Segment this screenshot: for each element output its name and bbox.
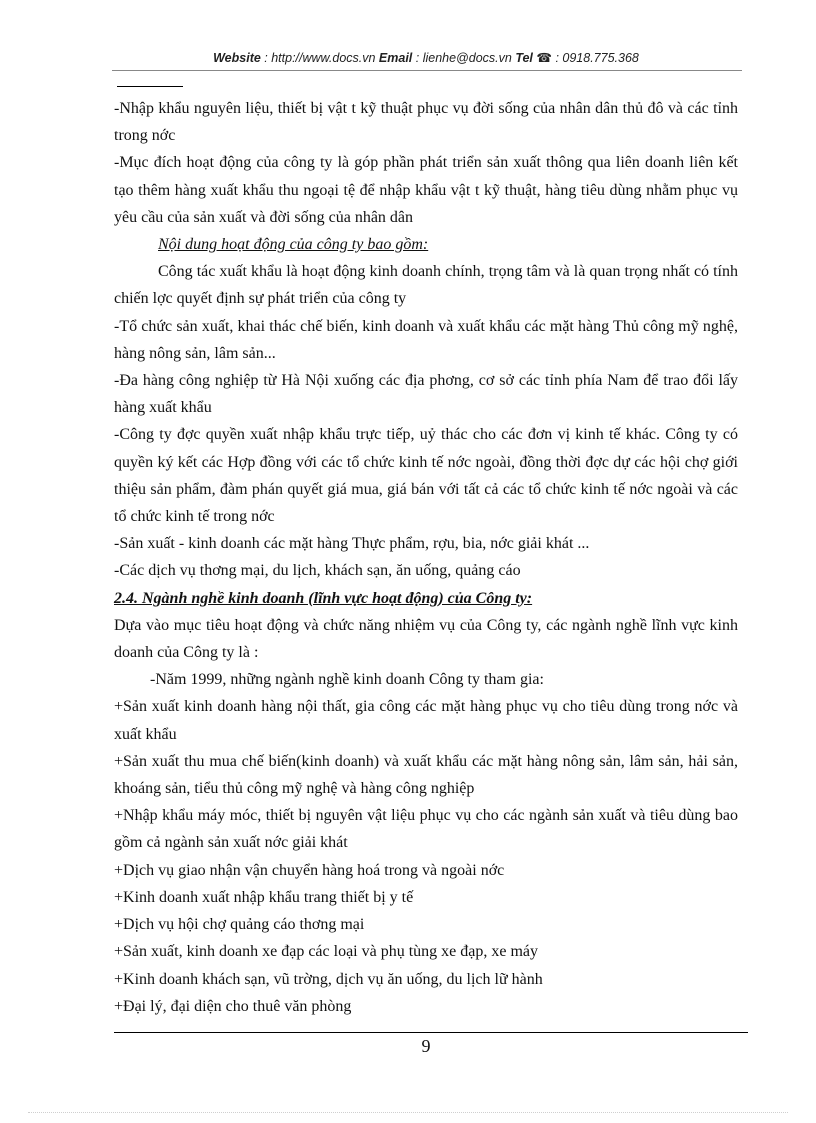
website-label: Website bbox=[213, 51, 261, 65]
paragraph: -Sản xuất - kinh doanh các mặt hàng Thực phẩm, rợu, bia, nớc giải khát ... bbox=[114, 535, 590, 553]
tel-number: : 0918.775.368 bbox=[551, 51, 639, 65]
list-item: +Đại lý, đại diện cho thuê văn phòng bbox=[114, 997, 352, 1015]
list-item: +Kinh doanh khách sạn, vũ trờng, dịch vụ ăn uống, du lịch lữ hành bbox=[114, 970, 543, 988]
section-subheading bbox=[114, 231, 738, 258]
subheading-text: Nội dung hoạt động của công ty bao gồm: bbox=[158, 236, 429, 254]
paragraph: Dựa vào mục tiêu hoạt động và chức năng nhiệm vụ của Công ty, các ngành nghề lĩnh vực kinh doanh của Công ty là : bbox=[114, 616, 738, 662]
paragraph: -Nhập khẩu nguyên liệu, thiết bị vật t kỹ thuật phục vụ đời sống của nhân dân thủ đô và các tỉnh trong nớc bbox=[114, 100, 738, 145]
tel-label: Tel bbox=[515, 51, 533, 65]
list-item: +Sản xuất, kinh doanh xe đạp các loại và phụ tùng xe đạp, xe máy bbox=[114, 943, 539, 961]
email-label: Email bbox=[378, 51, 413, 65]
page-bottom-border bbox=[28, 1112, 788, 1113]
paragraph: -Công ty đợc quyền xuất nhập khẩu trực tiếp, uỷ thác cho các đơn vị kinh tế khác. Công ty có quyền ký kết các Hợp đồng với các tổ chức kinh tế nớc ngoài, đồng thời đợc dự các hội chợ giới thiệu sản phẩm, đàm phán quyết giá mua, giá bán với tất cả các tổ chức kinh tế nớc ngoài và các tổ chức kinh tế trong nớc bbox=[114, 426, 738, 526]
paragraph: -Các dịch vụ thơng mại, du lịch, khách sạn, ăn uống, quảng cáo bbox=[114, 562, 521, 580]
website-url[interactable]: : http://www.docs.vn bbox=[260, 51, 379, 65]
paragraph: -Mục đích hoạt động của công ty là góp phần phát triển sản xuất thông qua liên doanh liên kết tạo thêm hàng xuất khẩu thu ngoại tệ để nhập khẩu vật t kỹ thuật, hàng tiêu dùng nhằm phục vụ yêu cầu của sản xuất và đời sống của nhân dân bbox=[114, 154, 738, 226]
list-item: +Dịch vụ hội chợ quảng cáo thơng mại bbox=[114, 916, 365, 934]
list-item: +Dịch vụ giao nhận vận chuyển hàng hoá trong và ngoài nớc bbox=[114, 861, 505, 879]
document-body bbox=[114, 95, 738, 1020]
list-item: +Nhập khẩu máy móc, thiết bị nguyên vật liệu phục vụ cho các ngành sản xuất và tiêu dùng bao gồm cả ngành sản xuất nớc giải khát bbox=[114, 807, 738, 852]
paragraph: -Đa hàng công nghiệp từ Hà Nội xuống các địa phơng, cơ sở các tỉnh phía Nam để trao đổi lấy hàng xuất khẩu bbox=[114, 372, 738, 417]
section-heading bbox=[114, 585, 738, 612]
paragraph: -Tổ chức sản xuất, khai thác chế biến, kinh doanh và xuất khẩu các mặt hàng Thủ công mỹ nghệ, hàng nông sản, lâm sản... bbox=[114, 317, 738, 362]
paragraph: -Năm 1999, những ngành nghề kinh doanh Công ty tham gia: bbox=[150, 671, 544, 689]
email-address[interactable]: : lienhe@docs.vn bbox=[412, 51, 516, 65]
list-item: +Sản xuất kinh doanh hàng nội thất, gia công các mặt hàng phục vụ cho tiêu dùng trong nớc và xuất khẩu bbox=[114, 698, 738, 743]
footer-divider bbox=[114, 1032, 748, 1033]
phone-icon: ☎ bbox=[536, 51, 552, 65]
header-divider bbox=[112, 70, 742, 71]
section-heading-text: 2.4. Ngành nghề kinh doanh (lĩnh vực hoạt động) của Công ty: bbox=[114, 589, 533, 607]
short-divider bbox=[117, 86, 183, 87]
page-header bbox=[110, 50, 742, 65]
page-number: 9 bbox=[421, 1036, 431, 1056]
list-item: +Sản xuất thu mua chế biến(kinh doanh) và xuất khẩu các mặt hàng nông sản, lâm sản, hải sản, khoáng sản, tiểu thủ công mỹ nghệ và hàng công nghiệp bbox=[114, 752, 738, 798]
list-item: +Kinh doanh xuất nhập khẩu trang thiết bị y tế bbox=[114, 888, 414, 906]
paragraph: Công tác xuất khẩu là hoạt động kinh doanh chính, trọng tâm và là quan trọng nhất có tính chiến lợc quyết định sự phát triển của công ty bbox=[114, 263, 738, 308]
